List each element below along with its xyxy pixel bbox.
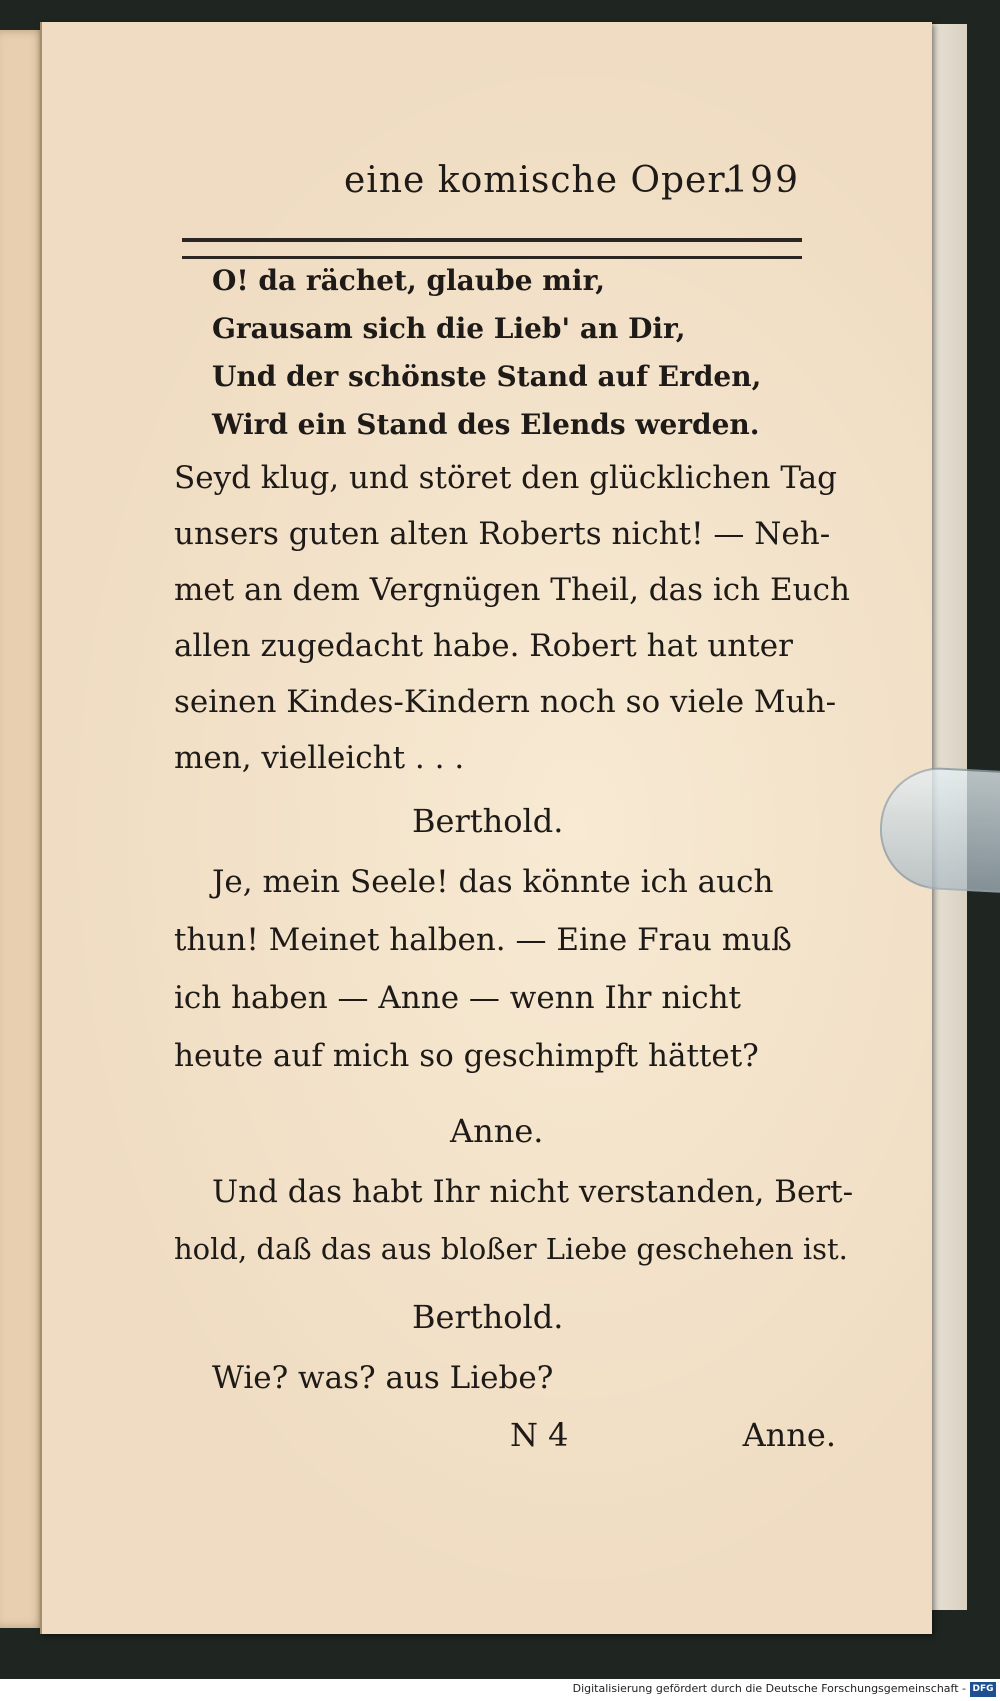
running-title: eine komische Oper. (344, 160, 735, 201)
prose-line: Seyd klug, und störet den glücklichen Tag (174, 460, 837, 496)
prose-line: hold, daß das aus bloßer Liebe geschehen ist. (174, 1232, 848, 1266)
verse-line: O! da rächet, glaube mir, (212, 264, 606, 297)
speaker-name: Anne. (450, 1112, 544, 1150)
running-head (182, 160, 810, 214)
prose-line: allen zugedacht habe. Robert hat unter (174, 628, 793, 664)
prose-line: met an dem Vergnügen Theil, das ich Euch (174, 572, 850, 608)
prose-line: Wie? was? aus Liebe? (212, 1360, 554, 1396)
verse-line: Und der schönste Stand auf Erden, (212, 360, 762, 393)
prose-line: unsers guten alten Roberts nicht! — Neh- (174, 516, 831, 552)
prose-line: ich haben — Anne — wenn Ihr nicht (174, 980, 741, 1016)
prose-line: men, vielleicht . . . (174, 740, 465, 776)
prose-line: Je, mein Seele! das könnte ich auch (212, 864, 774, 900)
header-rule (182, 238, 802, 259)
page-content (174, 140, 854, 1470)
prose-line: Und das habt Ihr nicht verstanden, Bert- (212, 1174, 854, 1210)
prose-line: heute auf mich so geschimpft hättet? (174, 1038, 759, 1074)
signature-mark: N 4 (510, 1416, 569, 1454)
footer-bar (0, 1679, 1000, 1701)
page-footer-marks (182, 1416, 836, 1466)
book-page (40, 22, 932, 1634)
prose-line: seinen Kindes-Kindern noch so viele Muh- (174, 684, 837, 720)
prose-line: thun! Meinet halben. — Eine Frau muß (174, 922, 792, 958)
dfg-logo-icon: DFG (970, 1682, 996, 1697)
verse-line: Wird ein Stand des Elends werden. (212, 408, 760, 441)
speaker-name: Berthold. (412, 1298, 564, 1336)
speaker-name: Berthold. (412, 802, 564, 840)
page-number: 199 (725, 160, 800, 201)
verse-line: Grausam sich die Lieb' an Dir, (212, 312, 686, 345)
funding-credit: Digitalisierung gefördert durch die Deutsche Forschungsgemeinschaft - (572, 1682, 966, 1695)
catchword: Anne. (742, 1416, 836, 1454)
